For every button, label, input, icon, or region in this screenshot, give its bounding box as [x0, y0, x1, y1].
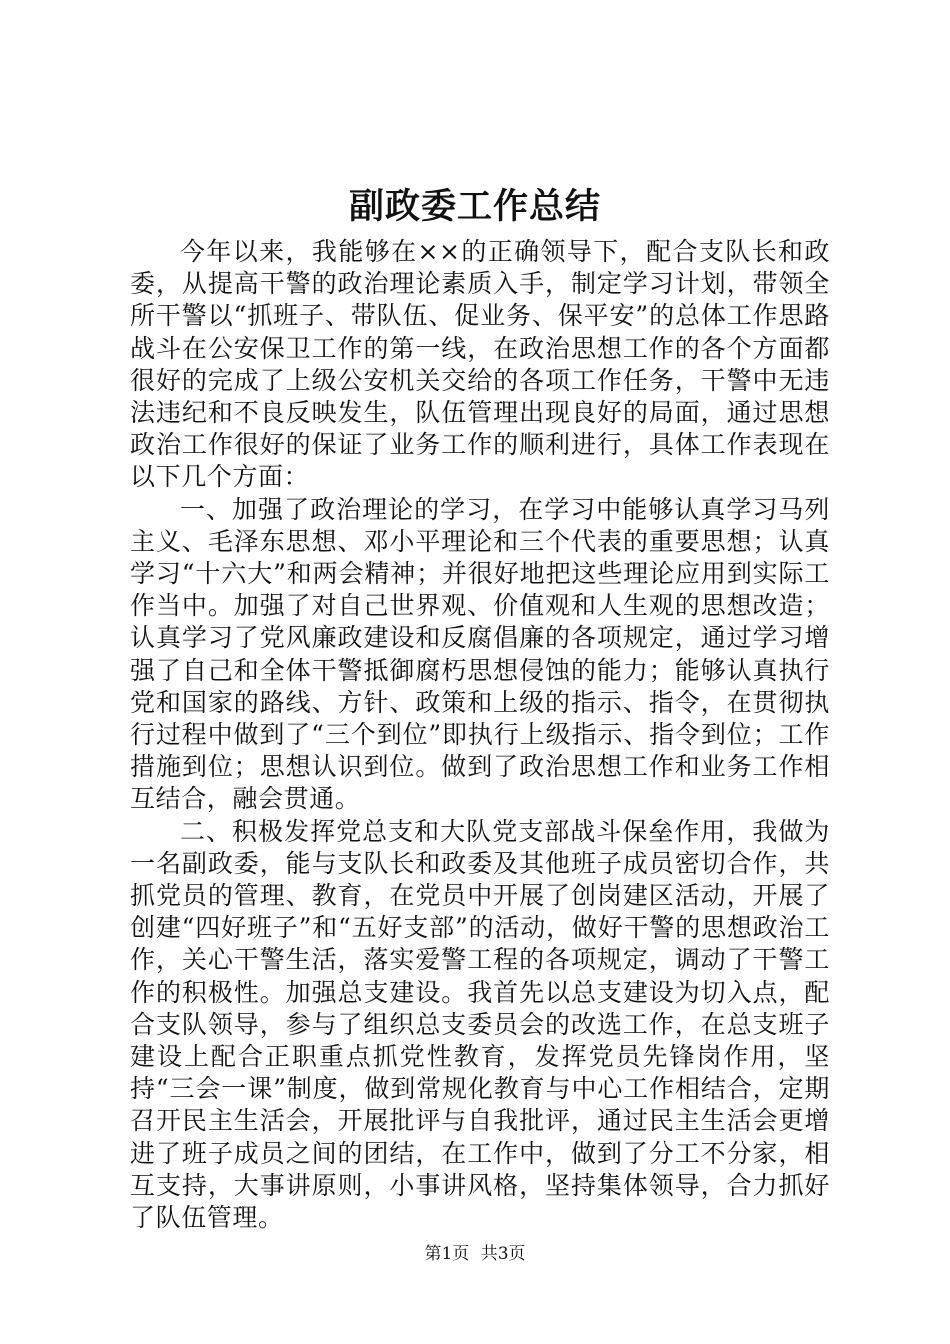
paragraph-intro: 今年以来，我能够在××的正确领导下，配合支队长和政委，从提高干警的政治理论素质入手，制定学习计划，带领全所干警以“抓班子、带队伍、促业务、保平安”的总体工作思路战斗在公安保卫工作的第一线，在政治思想工作的各个方面都很好的完成了上级公安机关交给的各项工作任务，干警中无违法违纪和不良反映发生，队伍管理出现良好的局面，通过思想政治工作很好的保证了业务工作的顺利进行，具体工作表现在以下几个方面： [130, 237, 830, 492]
paragraph-section-2: 二、积极发挥党总支和大队党支部战斗保垒作用，我做为一名副政委，能与支队长和政委及其他班子成员密切合作，共抓党员的管理、教育，在党员中开展了创岗建区活动，开展了创建“四好班子”和“五好支部”的活动，做好干警的思想政治工作，关心干警生活，落实爱警工程的各项规定，调动了干警工作的积极性。加强总支建设。我首先以总支建设为切入点，配合支队领导，参与了组织总支委员会的改选工作，在总支班子建设上配合正职重点抓党性教育，发挥党员先锋岗作用，坚持“三会一课”制度，做到常规化教育与中心工作相结合，定期召开民主生活会，开展批评与自我批评，通过民主生活会更增进了班子成员之间的团结，在工作中，做到了分工不分家，相互支持，大事讲原则，小事讲风格，坚持集体领导，合力抓好了队伍管理。 [130, 816, 830, 1233]
page-number-current: 第1页 [424, 1244, 470, 1264]
page-number-total: 共3页 [480, 1244, 526, 1264]
document-body [130, 236, 830, 1234]
document-title: 副政委工作总结 [348, 186, 601, 227]
page-footer [0, 1242, 950, 1266]
paragraph-section-1: 一、加强了政治理论的学习，在学习中能够认真学习马列主义、毛泽东思想、邓小平理论和三个代表的重要思想；认真学习“十六大”和两会精神；并很好地把这些理论应用到实际工作当中。加强了对自己世界观、价值观和人生观的思想改造；认真学习了党风廉政建设和反腐倡廉的各项规定，通过学习增强了自己和全体干警抵御腐朽思想侵蚀的能力；能够认真执行党和国家的路线、方针、政策和上级的指示、指令，在贯彻执行过程中做到了“三个到位”即执行上级指示、指令到位；工作措施到位；思想认识到位。做到了政治思想工作和业务工作相互结合，融会贯通。 [130, 494, 830, 814]
